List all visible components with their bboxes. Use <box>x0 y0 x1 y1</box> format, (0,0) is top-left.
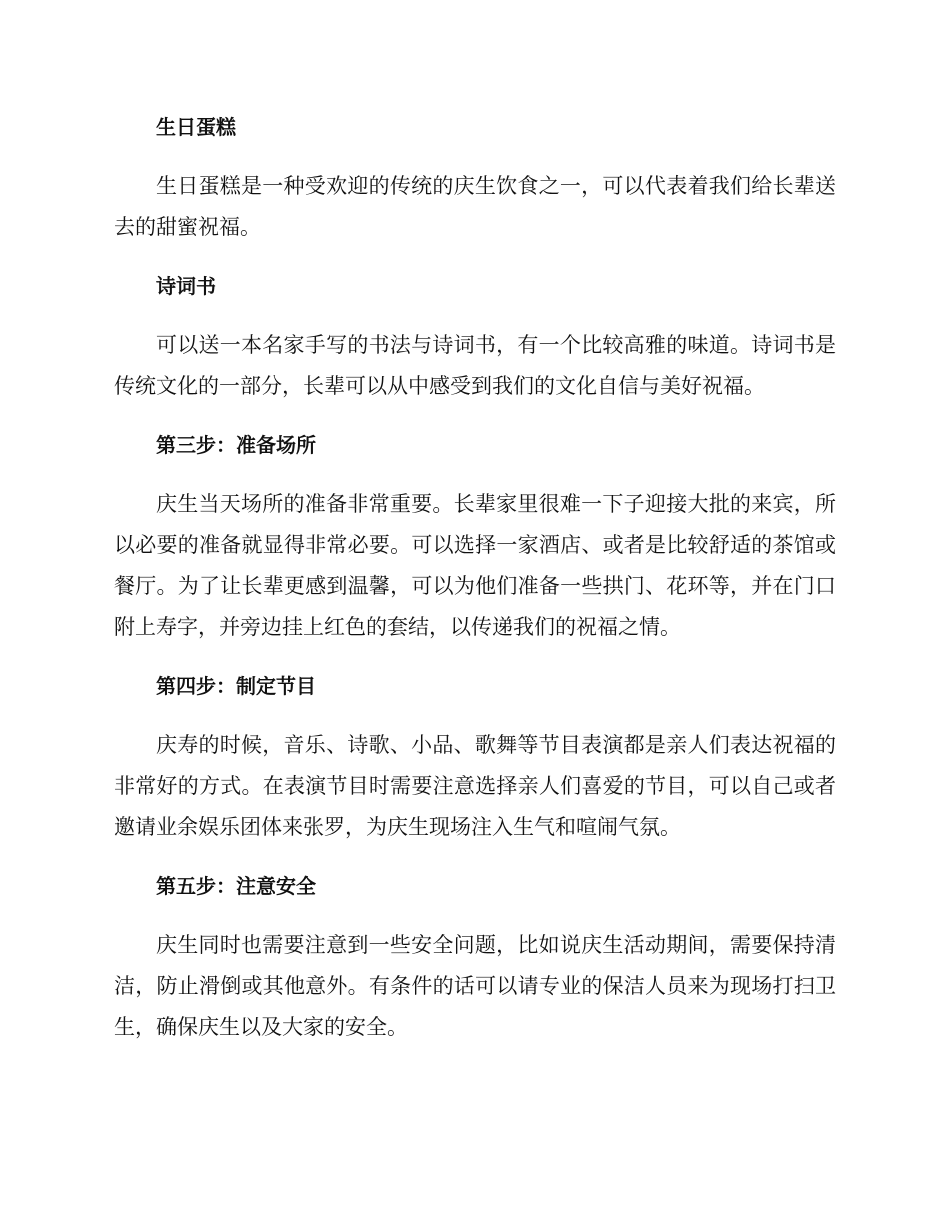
section-paragraph-step-five: 庆生同时也需要注意到一些安全问题，比如说庆生活动期间，需要保持清洁，防止滑倒或其他意外。有条件的话可以请专业的保洁人员来为现场打扫卫生，确保庆生以及大家的安全。 <box>114 933 836 1039</box>
section-paragraph-step-four: 庆寿的时候，音乐、诗歌、小品、歌舞等节目表演都是亲人们表达祝福的非常好的方式。在表演节目时需要注意选择亲人们喜爱的节目，可以自己或者邀请业余娱乐团体来张罗，为庆生现场注入生气和喧闹气氛。 <box>114 733 836 839</box>
section-heading-step-five: 第五步：注意安全 <box>156 874 316 898</box>
section-paragraph-poetry-book: 可以送一本名家手写的书法与诗词书，有一个比较高雅的味道。诗词书是传统文化的一部分，长辈可以从中感受到我们的文化自信与美好祝福。 <box>114 333 836 398</box>
section-heading-poetry-book: 诗词书 <box>156 274 216 298</box>
section-heading-step-three: 第三步：准备场所 <box>156 433 316 457</box>
section-paragraph-step-three: 庆生当天场所的准备非常重要。长辈家里很难一下子迎接大批的来宾，所以必要的准备就显得非常必要。可以选择一家酒店、或者是比较舒适的茶馆或餐厅。为了让长辈更感到温馨，可以为他们准备一些拱门、花环等，并在门口附上寿字，并旁边挂上红色的套结，以传递我们的祝福之情。 <box>114 492 836 639</box>
section-heading-step-four: 第四步：制定节目 <box>156 674 316 698</box>
section-paragraph-birthday-cake: 生日蛋糕是一种受欢迎的传统的庆生饮食之一，可以代表着我们给长辈送去的甜蜜祝福。 <box>114 174 836 239</box>
section-heading-birthday-cake: 生日蛋糕 <box>156 115 236 139</box>
